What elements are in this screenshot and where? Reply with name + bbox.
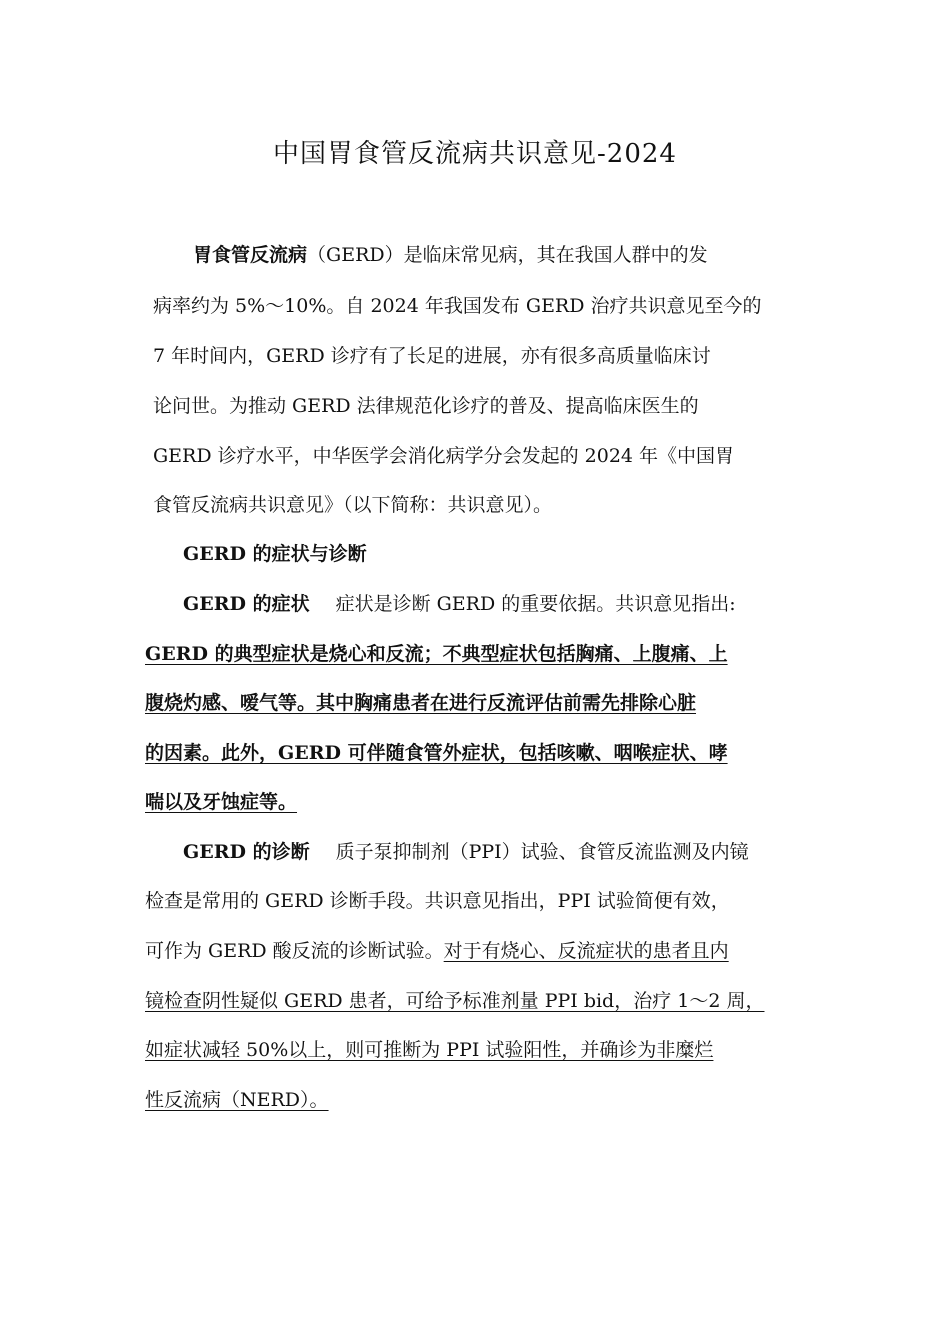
diagnosis-line-6: 性反流病（NERD）。 [145,1089,329,1111]
symptoms-line-1-text: 症状是诊断 GERD 的重要依据。共识意见指出: [335,593,736,615]
intro-line-5: GERD 诊疗水平，中华医学会消化病学分会发起的 2024 年《中国胃 [153,445,735,467]
intro-line-1-text: （GERD）是临床常见病，其在我国人群中的发 [307,244,708,266]
intro-line-4: 论问世。为推动 GERD 法律规范化诊疗的普及、提高临床医生的 [153,395,699,417]
diagnosis-line-3-underlined: 对于有烧心、反流症状的患者且内 [443,940,729,962]
symptoms-label: GERD 的症状 [183,593,310,615]
diagnosis-label: GERD 的诊断 [183,841,310,863]
symptoms-bold-line-2: 腹烧灼感、嗳气等。其中胸痛患者在进行反流评估前需先排除心脏 [145,692,697,714]
symptoms-bold-line-3: 的因素。此外，GERD 可伴随食管外症状，包括咳嗽、咽喉症状、哮 [145,742,728,764]
intro-line-6: 食管反流病共识意见》（以下简称：共识意见）。 [153,494,553,516]
intro-term: 胃食管反流病 [193,244,308,266]
symptoms-bold-line-1: GERD 的典型症状是烧心和反流；不典型症状包括胸痛、上腹痛、上 [145,643,728,665]
symptoms-line-1 [183,589,873,616]
diagnosis-line-4: 镜检查阴性疑似 GERD 患者，可给予标准剂量 PPI bid，治疗 1～2 周， [145,990,765,1012]
intro-line-3: 7 年时间内，GERD 诊疗有了长足的进展，亦有很多高质量临床讨 [153,345,711,367]
intro-line-2: 病率约为 5%～10%。自 2024 年我国发布 GERD 治疗共识意见至今的 [153,295,762,317]
symptoms-bold-line-4: 喘以及牙蚀症等。 [145,791,298,813]
diagnosis-line-3 [145,936,835,963]
intro-line-1 [193,240,883,267]
diagnosis-line-5: 如症状减轻 50%以上，则可推断为 PPI 试验阳性，并确诊为非糜烂 [145,1039,714,1061]
section-heading: GERD 的症状与诊断 [183,543,367,565]
page-title: 中国胃食管反流病共识意见-2024 [273,139,677,169]
diagnosis-line-1 [183,837,873,864]
diagnosis-line-1-text: 质子泵抑制剂（PPI）试验、食管反流监测及内镜 [335,841,749,863]
diagnosis-line-2: 检查是常用的 GERD 诊断手段。共识意见指出，PPI 试验简便有效， [145,890,730,912]
diagnosis-line-3-plain: 可作为 GERD 酸反流的诊断试验。 [145,940,444,962]
